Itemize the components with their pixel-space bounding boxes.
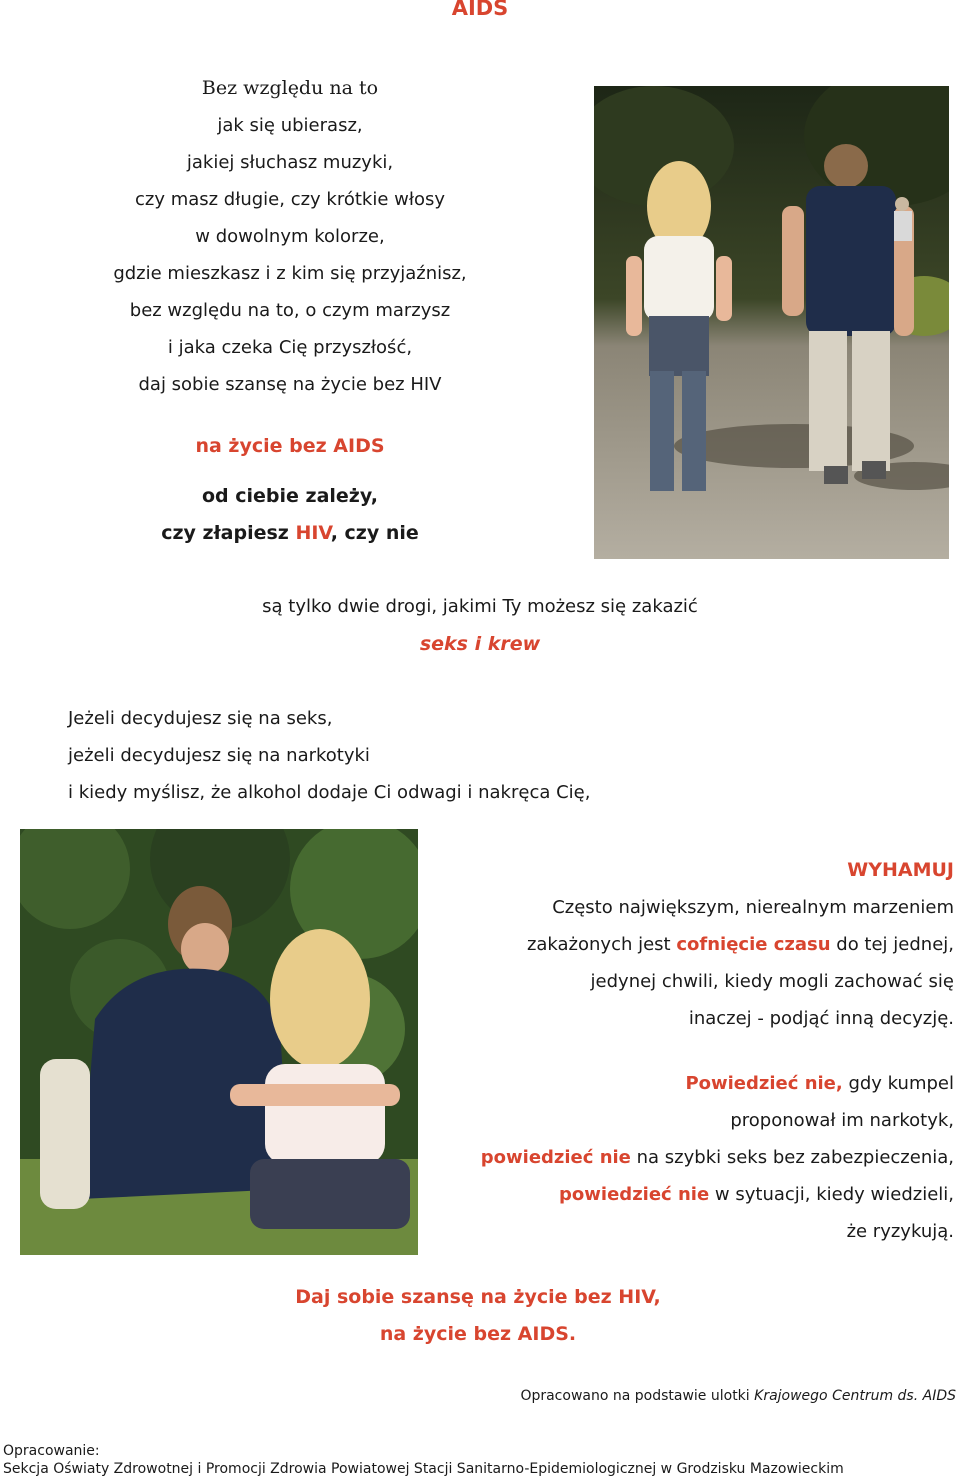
if-line: Jeżeli decydujesz się na seks,	[68, 708, 333, 729]
say-no-line: proponował im narkotyk,	[730, 1110, 954, 1131]
photo-couple-sitting	[20, 829, 418, 1255]
turn-back-time-highlight: cofnięcie czasu	[676, 934, 831, 955]
say-no-line: powiedzieć nie na szybki seks bez zabezpieczenia,	[480, 1147, 954, 1168]
poem-line: bez względu na to, o czym marzysz	[129, 300, 451, 321]
say-no-block	[440, 1065, 954, 1250]
depends-line: od ciebie zależy,	[201, 485, 378, 507]
dream-line: jedynej chwili, kiedy mogli zachować się	[590, 971, 954, 992]
poem-line: Bez względu na to	[201, 77, 379, 99]
sex-and-blood: seks i krew	[419, 633, 541, 655]
highlight-life-without-aids: na życie bez AIDS	[195, 435, 385, 457]
poem-line: w dowolnym kolorze,	[195, 226, 385, 247]
dream-line: zakażonych jest cofnięcie czasu do tej jednej,	[526, 934, 954, 955]
say-no-line: że ryzykują.	[846, 1221, 954, 1242]
intro-poem	[90, 70, 490, 403]
dream-line: Często największym, nierealnym marzeniem	[552, 897, 954, 918]
depends-line: czy złapiesz HIV, czy nie	[161, 522, 419, 544]
page-title: AIDS	[451, 0, 509, 20]
closing-line: na życie bez AIDS.	[379, 1323, 577, 1345]
dream-line: inaczej - podjąć inną decyzję.	[688, 1008, 954, 1029]
footer-org: Sekcja Oświaty Zdrowotnej i Promocji Zdrowia Powiatowej Stacji Sanitarno-Epidemiologicznej w Grodzisku Mazowieckim	[3, 1461, 844, 1477]
dream-block	[440, 889, 954, 1037]
hiv-highlight: HIV	[295, 522, 331, 544]
footer-label: Opracowanie:	[3, 1443, 100, 1459]
say-no-line: powiedzieć nie w sytuacji, kiedy wiedzieli,	[559, 1184, 954, 1205]
couple-walking-photo-icon	[594, 86, 949, 559]
couple-sitting-photo-icon	[20, 829, 418, 1255]
source-note: Opracowano na podstawie ulotki Krajowego Centrum ds. AIDS	[520, 1388, 956, 1404]
brake-heading: WYHAMUJ	[847, 859, 954, 881]
say-no-line: Powiedzieć nie, gdy kumpel	[685, 1073, 954, 1094]
poem-line: czy masz długie, czy krótkie włosy	[134, 189, 446, 210]
closing-line: Daj sobie szansę na życie bez HIV,	[295, 1286, 661, 1308]
poem-line: jakiej słuchasz muzyki,	[186, 152, 394, 173]
if-line: jeżeli decydujesz się na narkotyki	[68, 745, 370, 766]
poem-line: daj sobie szansę na życie bez HIV	[138, 374, 442, 395]
closing-message	[0, 1279, 956, 1353]
footer	[3, 1442, 953, 1478]
if-line: i kiedy myślisz, że alkohol dodaje Ci odwagi i nakręca Cię,	[68, 782, 591, 803]
poem-line: i jaka czeka Cię przyszłość,	[167, 337, 413, 358]
poem-line: jak się ubierasz,	[217, 115, 363, 136]
depends-block	[90, 478, 490, 552]
if-block	[68, 700, 768, 811]
photo-couple-walking	[594, 86, 949, 559]
poem-line: gdzie mieszkasz i z kim się przyjaźnisz,	[113, 263, 467, 284]
two-ways-line: są tylko dwie drogi, jakimi Ty możesz się zakazić	[262, 596, 698, 617]
source-org: Krajowego Centrum ds. AIDS	[754, 1388, 956, 1404]
